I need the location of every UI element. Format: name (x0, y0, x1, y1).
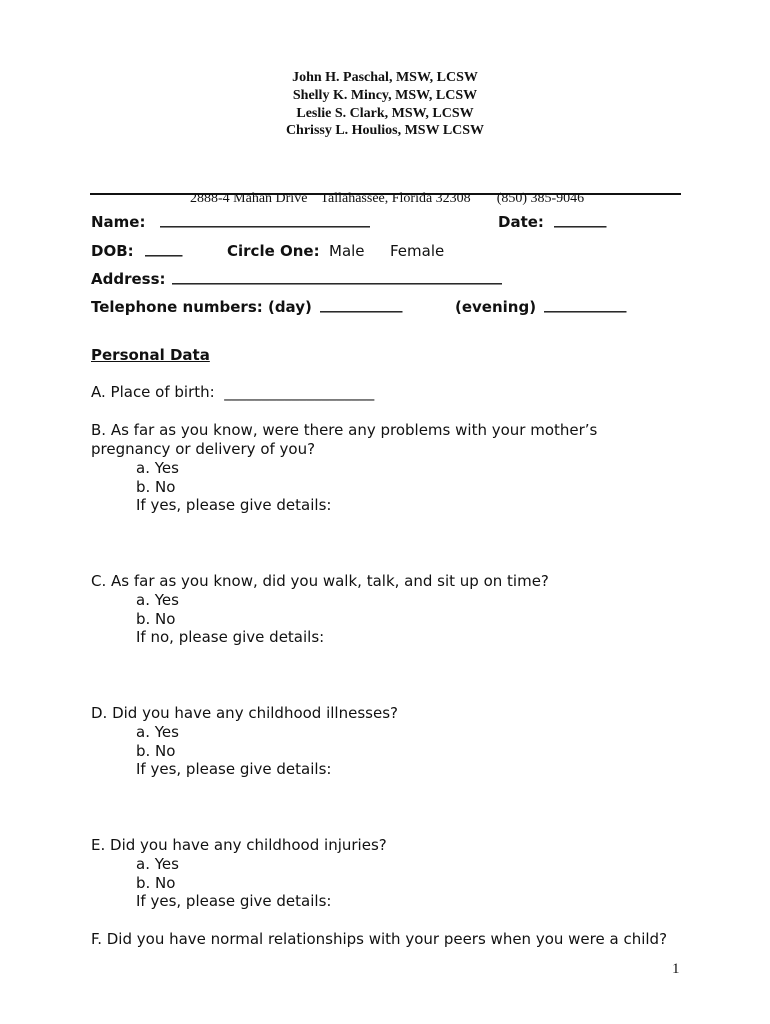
dob-label: DOB: (91, 242, 134, 260)
date-field[interactable]: _______ (554, 210, 607, 228)
question-e: E. Did you have any childhood injuries? (91, 836, 387, 854)
section-title: Personal Data (91, 346, 210, 364)
question-c-yes[interactable]: a. Yes (136, 591, 179, 609)
telephone-evening-label: (evening) (455, 298, 537, 316)
question-c: C. As far as you know, did you walk, talk, and sit up on time? (91, 572, 549, 590)
header-divider (90, 193, 681, 195)
page-number: 1 (672, 961, 680, 977)
telephone-day-field[interactable]: ___________ (320, 295, 403, 313)
contact-line (183, 175, 584, 207)
date-label: Date: (498, 213, 544, 231)
provider-name-1: John H. Paschal, MSW, LCSW (292, 70, 478, 85)
question-e-details: If yes, please give details: (136, 892, 332, 910)
gender-female-option[interactable]: Female (390, 242, 445, 260)
question-d-details: If yes, please give details: (136, 760, 332, 778)
address-label: Address: (91, 270, 166, 288)
question-f: F. Did you have normal relationships with your peers when you were a child? (91, 930, 668, 948)
question-c-no[interactable]: b. No (136, 610, 176, 628)
gender-male-option[interactable]: Male (329, 242, 365, 260)
office-phone: (850) 385-9046 (496, 191, 585, 206)
question-b-details: If yes, please give details: (136, 496, 332, 514)
question-b-line1: B. As far as you know, were there any problems with your mother’s (91, 421, 598, 439)
dob-field[interactable]: _____ (145, 239, 183, 257)
question-e-yes[interactable]: a. Yes (136, 855, 179, 873)
question-b-line2: pregnancy or delivery of you? (91, 440, 316, 458)
provider-name-3: Leslie S. Clark, MSW, LCSW (296, 106, 474, 121)
address-field[interactable]: ____________________________________________ (172, 267, 502, 285)
name-field[interactable]: ____________________________ (160, 210, 370, 228)
telephone-day-label: Telephone numbers: (day) (91, 298, 312, 316)
question-c-details: If no, please give details: (136, 628, 325, 646)
provider-name-2: Shelly K. Mincy, MSW, LCSW (292, 88, 478, 103)
question-a: A. Place of birth: ____________________ (91, 383, 375, 401)
telephone-evening-field[interactable]: ___________ (544, 295, 627, 313)
name-label: Name: (91, 213, 146, 231)
question-d: D. Did you have any childhood illnesses? (91, 704, 398, 722)
provider-name-4: Chrissy L. Houlios, MSW LCSW (285, 123, 485, 138)
question-b-no[interactable]: b. No (136, 478, 176, 496)
question-d-no[interactable]: b. No (136, 742, 176, 760)
question-e-no[interactable]: b. No (136, 874, 176, 892)
city-state-zip: Tallahassee, Florida 32308 (320, 191, 471, 206)
street-address: 2888-4 Mahan Drive (190, 191, 308, 206)
question-b-yes[interactable]: a. Yes (136, 459, 179, 477)
circle-one-label: Circle One: (227, 242, 320, 260)
question-d-yes[interactable]: a. Yes (136, 723, 179, 741)
